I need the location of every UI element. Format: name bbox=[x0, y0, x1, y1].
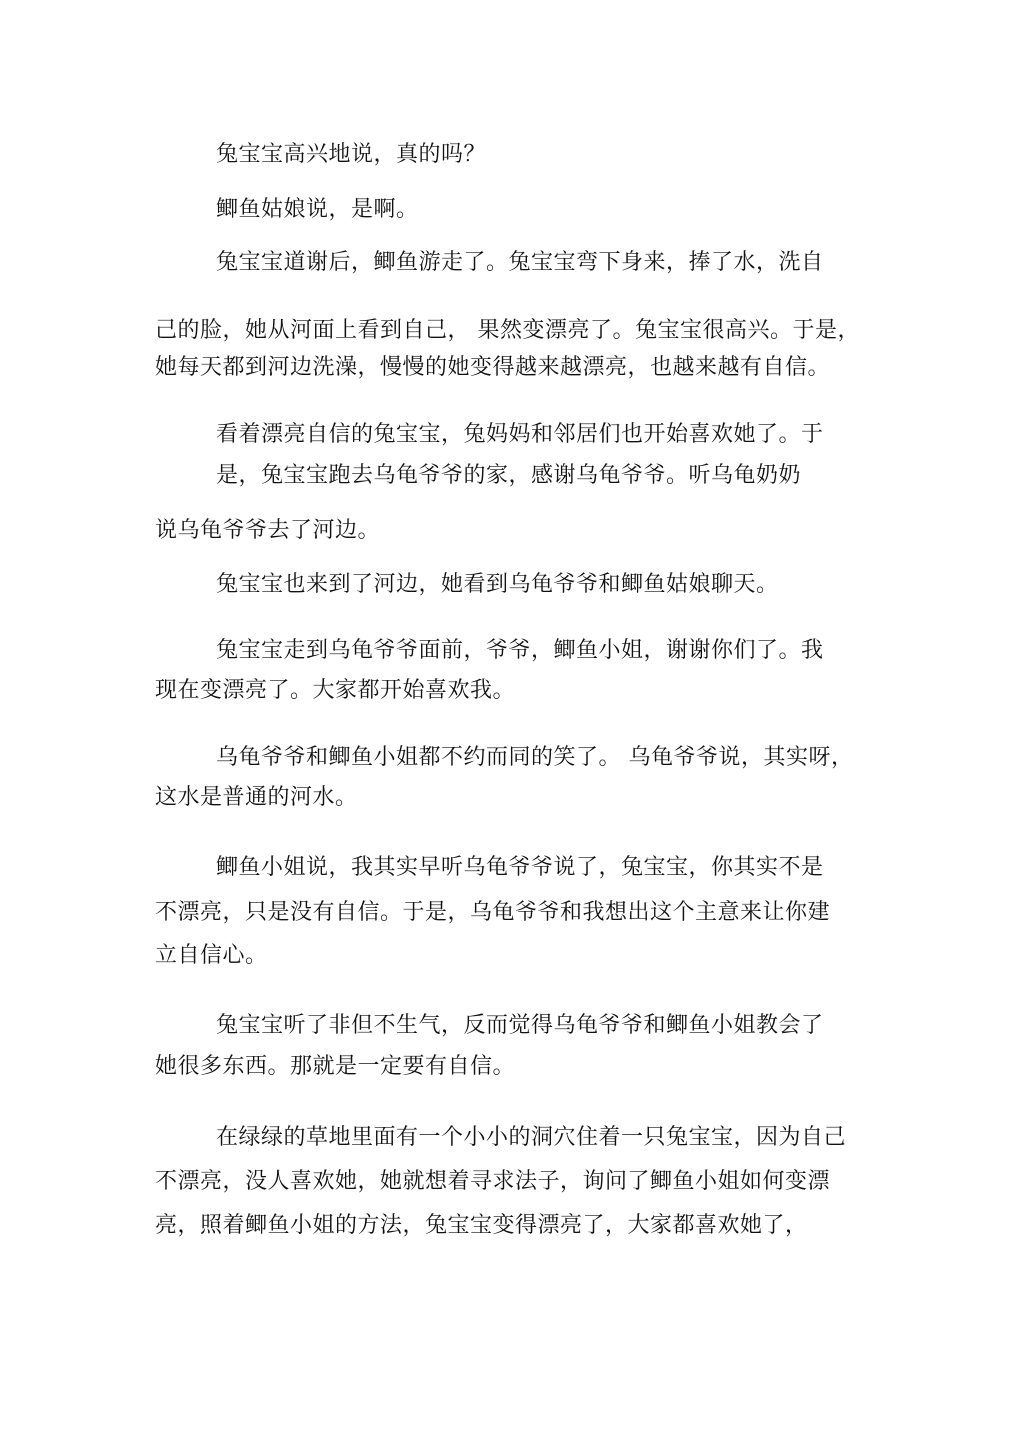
text-line: 兔宝宝高兴地说，真的吗？ bbox=[216, 142, 487, 167]
text-line: 立自信心。 bbox=[155, 943, 268, 968]
text-line: 现在变漂亮了。大家都开始喜欢我。 bbox=[155, 678, 516, 703]
text-line: 在绿绿的草地里面有一个小小的洞穴住着一只兔宝宝，因为自己 bbox=[216, 1125, 847, 1150]
text-line: 是，兔宝宝跑去乌龟爷爷的家，感谢乌龟爷爷。听乌龟奶奶 bbox=[216, 463, 802, 488]
text-line: 鲫鱼小姐说，我其实早听乌龟爷爷说了，兔宝宝，你其实不是 bbox=[216, 855, 824, 880]
text-line: 她很多东西。那就是一定要有自信。 bbox=[155, 1054, 516, 1079]
text-line: 己的脸，她从河面上看到自己， 果然变漂亮了。兔宝宝很高兴。于是， bbox=[155, 318, 860, 343]
text-line: 乌龟爷爷和鲫鱼小姐都不约而同的笑了。 乌龟爷爷说，其实呀， bbox=[216, 745, 854, 770]
text-line: 看着漂亮自信的兔宝宝，兔妈妈和邻居们也开始喜欢她了。于 bbox=[216, 422, 824, 447]
text-line: 兔宝宝道谢后，鲫鱼游走了。兔宝宝弯下身来，捧了水，洗自 bbox=[216, 250, 824, 275]
text-line: 鲫鱼姑娘说，是啊。 bbox=[216, 197, 419, 222]
text-line: 兔宝宝走到乌龟爷爷面前，爷爷，鲫鱼小姐，谢谢你们了。我 bbox=[216, 638, 824, 663]
text-line: 兔宝宝听了非但不生气，反而觉得乌龟爷爷和鲫鱼小姐教会了 bbox=[216, 1013, 824, 1038]
text-line: 不漂亮，没人喜欢她，她就想着寻求法子，询问了鲫鱼小姐如何变漂 bbox=[155, 1169, 831, 1194]
text-line: 兔宝宝也来到了河边，她看到乌龟爷爷和鲫鱼姑娘聊天。 bbox=[216, 572, 779, 597]
text-line: 不漂亮，只是没有自信。于是，乌龟爷爷和我想出这个主意来让你建 bbox=[155, 900, 831, 925]
text-line: 说乌龟爷爷去了河边。 bbox=[155, 518, 381, 543]
text-line: 亮，照着鲫鱼小姐的方法，兔宝宝变得漂亮了，大家都喜欢她了， bbox=[155, 1213, 808, 1238]
text-line: 这水是普通的河水。 bbox=[155, 785, 358, 810]
text-line: 她每天都到河边洗澡，慢慢的她变得越来越漂亮，也越来越有自信。 bbox=[155, 355, 831, 380]
